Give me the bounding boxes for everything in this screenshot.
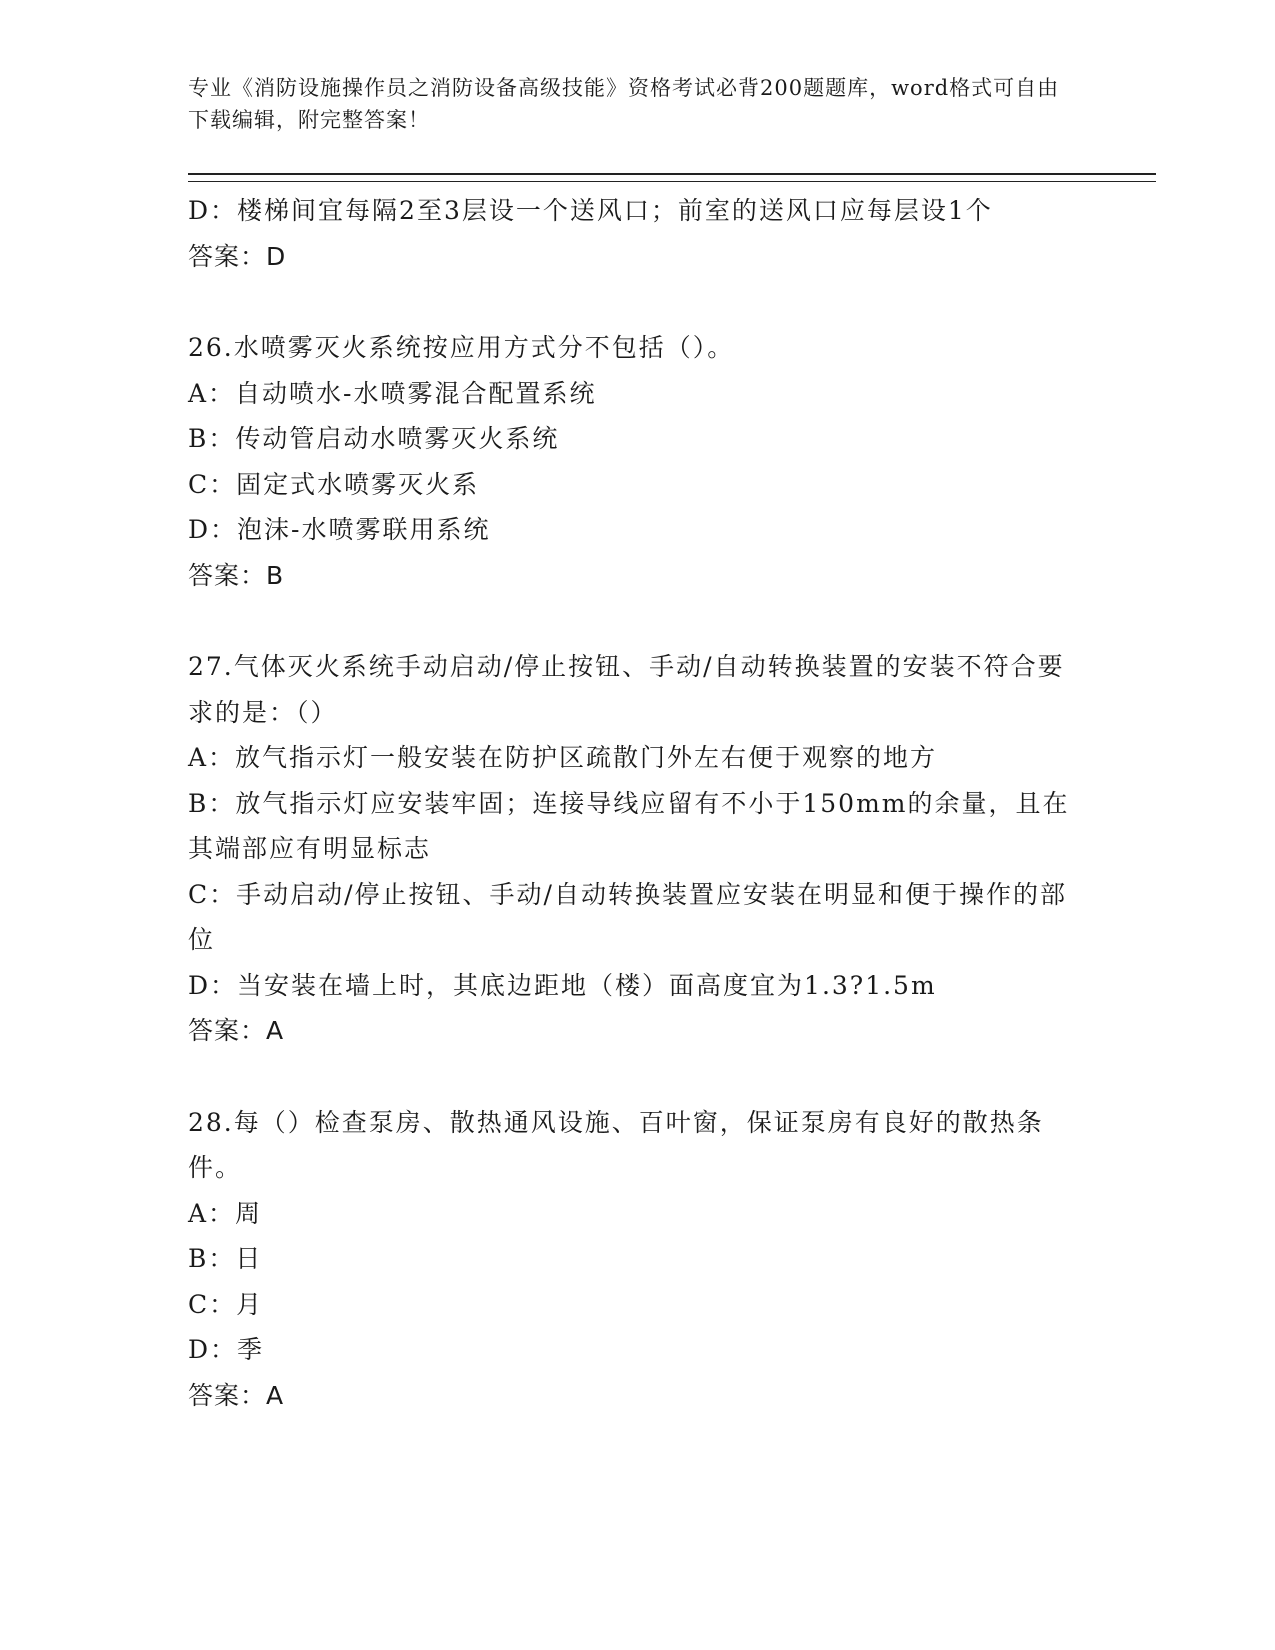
question-stem: 26.水喷雾灭火系统按应用方式分不包括（）。: [188, 333, 735, 362]
option-c: C：固定式水喷雾灭火系: [188, 469, 480, 499]
option-a: A：周: [188, 1198, 263, 1228]
answer-line: 答案：D: [188, 241, 287, 271]
option-d: D：季: [188, 1335, 265, 1364]
question-28: [188, 1100, 1078, 1419]
question-list: [188, 188, 1078, 1418]
option-a: A：自动喷水-水喷雾混合配置系统: [188, 378, 597, 408]
answer-line: 答案：A: [188, 1380, 285, 1410]
question-stem: 27.气体灭火系统手动启动/停止按钮、手动/自动转换装置的安装不符合要求的是：（）: [188, 652, 1065, 727]
option-d: D：当安装在墙上时，其底边距地（楼）面高度宜为1.3?1.5m: [188, 970, 937, 1000]
option-d: D：楼梯间宜每隔2至3层设一个送风口；前室的送风口应每层设1个: [188, 196, 993, 225]
option-b: B：放气指示灯应安装牢固；连接导线应留有不小于150mm的余量，且在其端部应有明显标志: [188, 788, 1070, 863]
option-b: B：日: [188, 1244, 263, 1273]
option-c: C：月: [188, 1289, 264, 1319]
continued-question: [188, 188, 1078, 279]
question-stem: 28.每（）检查泵房、散热通风设施、百叶窗，保证泵房有良好的散热条件。: [188, 1107, 1044, 1182]
answer-line: 答案：B: [188, 560, 285, 590]
question-26: [188, 325, 1078, 598]
option-b: B：传动管启动水喷雾灭火系统: [188, 424, 560, 453]
header-rule-thick: [188, 173, 1156, 175]
document-header: 专业《消防设施操作员之消防设备高级技能》资格考试必背200题题库，word格式可自由下载编辑，附完整答案！: [188, 76, 1060, 132]
answer-line: 答案：A: [188, 1016, 285, 1045]
option-c: C：手动启动/停止按钮、手动/自动转换装置应安装在明显和便于操作的部位: [188, 879, 1067, 954]
option-a: A：放气指示灯一般安装在防护区疏散门外左右便于观察的地方: [188, 743, 938, 772]
option-d: D：泡沫-水喷雾联用系统: [188, 515, 491, 544]
question-27: [188, 644, 1078, 1054]
header-rule-thin: [188, 181, 1156, 182]
